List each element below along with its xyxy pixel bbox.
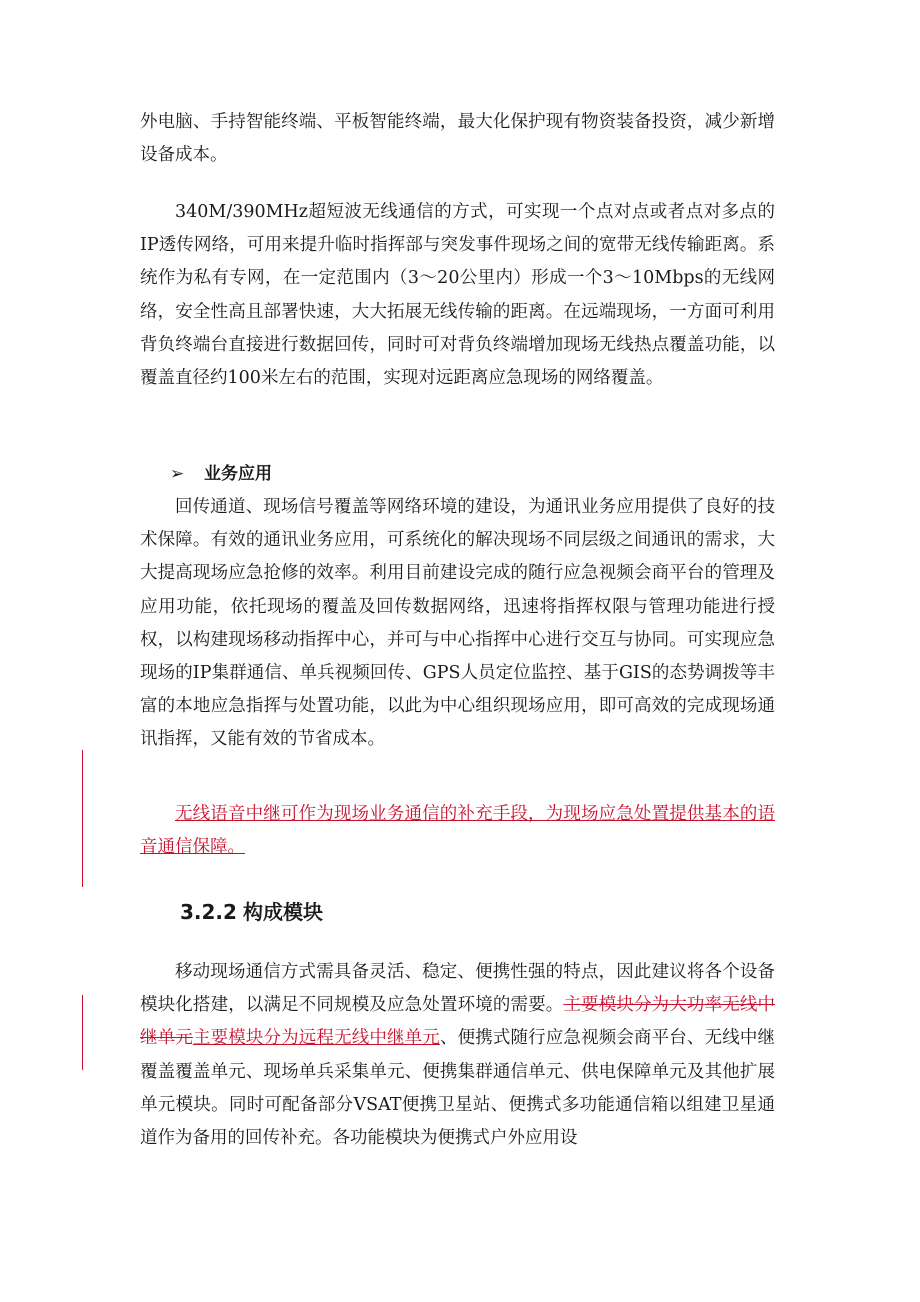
paragraph-radio-network: 340M/390MHz超短波无线通信的方式，可实现一个点对点或者点对多点的IP透传网络，可用来提升临时指挥部与突发事件现场之间的宽带无线传输距离。系统作为私有专网，在一定范围内（3～20公里内）形成一个3～10Mbps的无线网络，安全性高且部署快速，大大拓展无线传输的距离。在远端现场，一方面可利用背负终端台直接进行数据回传，同时可对背负终端增加现场无线热点覆盖功能，以覆盖直径约100米左右的范围，实现对远距离应急现场的网络覆盖。 — [140, 202, 775, 389]
inserted-revision-text: 主要模块分为远程无线中继单元 — [192, 1028, 440, 1049]
paragraph-business-application: 回传通道、现场信号覆盖等网络环境的建设，为通讯业务应用提供了良好的技术保障。有效的通讯业务应用，可系统化的解决现场不同层级之间通讯的需求，大大提高现场应急抢修的效率。利用目前建设完成的随行应急视频会商平台的管理及应用功能，依托现场的覆盖及回传数据网络，迅速将指挥权限与管理功能进行授权，以构建现场移动指挥中心，并可与中心指挥中心进行交互与协同。可实现应急现场的IP集群通信、单兵视频回传、GPS人员定位监控、基于GIS的态势调拨等丰富的本地应急指挥与处置功能，以此为中心组织现场应用，即可高效的完成现场通讯指挥，又能有效的节省成本。 — [140, 497, 775, 750]
revision-change-bar — [82, 750, 83, 887]
modules-text-before: 移动现场通信方式需具备灵活、稳定、便携性强的特点，因此建议将各个设备模块化搭建，以满足不同规模及应急处置环境的需要。 — [140, 962, 775, 1016]
inserted-revision-text: 无线语音中继可作为现场业务通信的补充手段，为现场应急处置提供基本的语音通信保障。 — [140, 804, 775, 858]
arrow-bullet-icon: ➢ — [170, 464, 185, 484]
section-heading — [180, 895, 323, 929]
paragraph-intro-continuation: 外电脑、手持智能终端、平板智能终端，最大化保护现有物资装备投资，减少新增设备成本。 — [140, 112, 775, 166]
bullet-business-application — [170, 460, 272, 488]
bullet-title: 业务应用 — [204, 464, 272, 484]
revision-change-bar — [82, 995, 83, 1070]
paragraph-modules — [140, 956, 775, 1155]
paragraph-voice-relay — [140, 798, 775, 864]
modules-text-after: 、便携式随行应急视频会商平台、无线中继覆盖覆盖单元、现场单兵采集单元、便携集群通信单元、供电保障单元及其他扩展单元模块。同时可配备部分VSAT便携卫星站、便携式多功能通信箱以组建卫星通道作为备用的回传补充。各功能模块为便携式户外应用设 — [140, 1028, 776, 1149]
deleted-revision-text: 主要模块分为大功率无线中继单元 — [140, 995, 776, 1049]
section-number: 3.2.2 — [180, 900, 237, 924]
section-title: 构成模块 — [242, 900, 323, 924]
